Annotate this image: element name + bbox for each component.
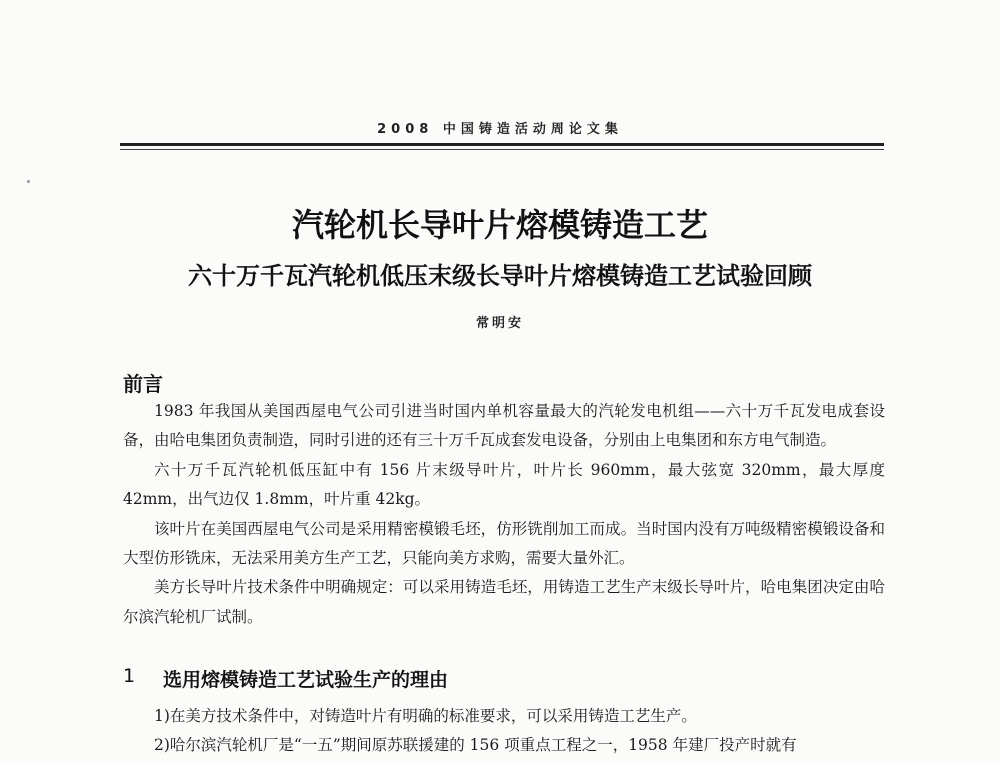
- running-head: 2008 中国铸造活动周论文集: [377, 122, 623, 137]
- section-number: 1: [123, 665, 136, 687]
- preface-paragraph: 1983 年我国从美国西屋电气公司引进当时国内单机容量最大的汽轮发电机组——六十万千瓦发电成套设备，由哈电集团负责制造，同时引进的还有三十万千瓦成套发电设备，分别由上电集团和东方电气制造。: [123, 402, 885, 450]
- scan-speck: [27, 180, 30, 183]
- header-rule-thick: [120, 143, 884, 146]
- preface-paragraph: 美方长导叶片技术条件中明确规定：可以采用铸造毛坯，用铸造工艺生产末级长导叶片，哈电集团决定由哈尔滨汽轮机厂试制。: [123, 578, 885, 626]
- preface-paragraph: 该叶片在美国西屋电气公司是采用精密模锻毛坯，仿形铣削加工而成。当时国内没有万吨级精密模锻设备和大型仿形铣床，无法采用美方生产工艺，只能向美方求购，需要大量外汇。: [123, 519, 885, 568]
- author-name: 常明安: [475, 316, 524, 331]
- header-rule-thin: [120, 149, 884, 150]
- preface-heading: 前言: [123, 372, 163, 396]
- paper-title: 汽轮机长导叶片熔模铸造工艺: [291, 206, 708, 244]
- section-1-items: [123, 702, 885, 761]
- paper-subtitle: 六十万千瓦汽轮机低压末级长导叶片熔模铸造工艺试验回顾: [188, 262, 812, 290]
- section-title: 选用熔模铸造工艺试验生产的理由: [163, 669, 449, 691]
- list-item: 2)哈尔滨汽轮机厂是“一五”期间原苏联援建的 156 项重点工程之一，1958 年建厂投产时就有: [154, 736, 797, 755]
- preface-paragraph: 六十万千瓦汽轮机低压缸中有 156 片末级导叶片，叶片长 960mm，最大弦宽 320mm，最大厚度 42mm，出气边仅 1.8mm，叶片重 42kg。: [123, 460, 885, 509]
- preface-body: [123, 397, 885, 632]
- list-item: 1)在美方技术条件中，对铸造叶片有明确的标准要求，可以采用铸造工艺生产。: [154, 707, 697, 725]
